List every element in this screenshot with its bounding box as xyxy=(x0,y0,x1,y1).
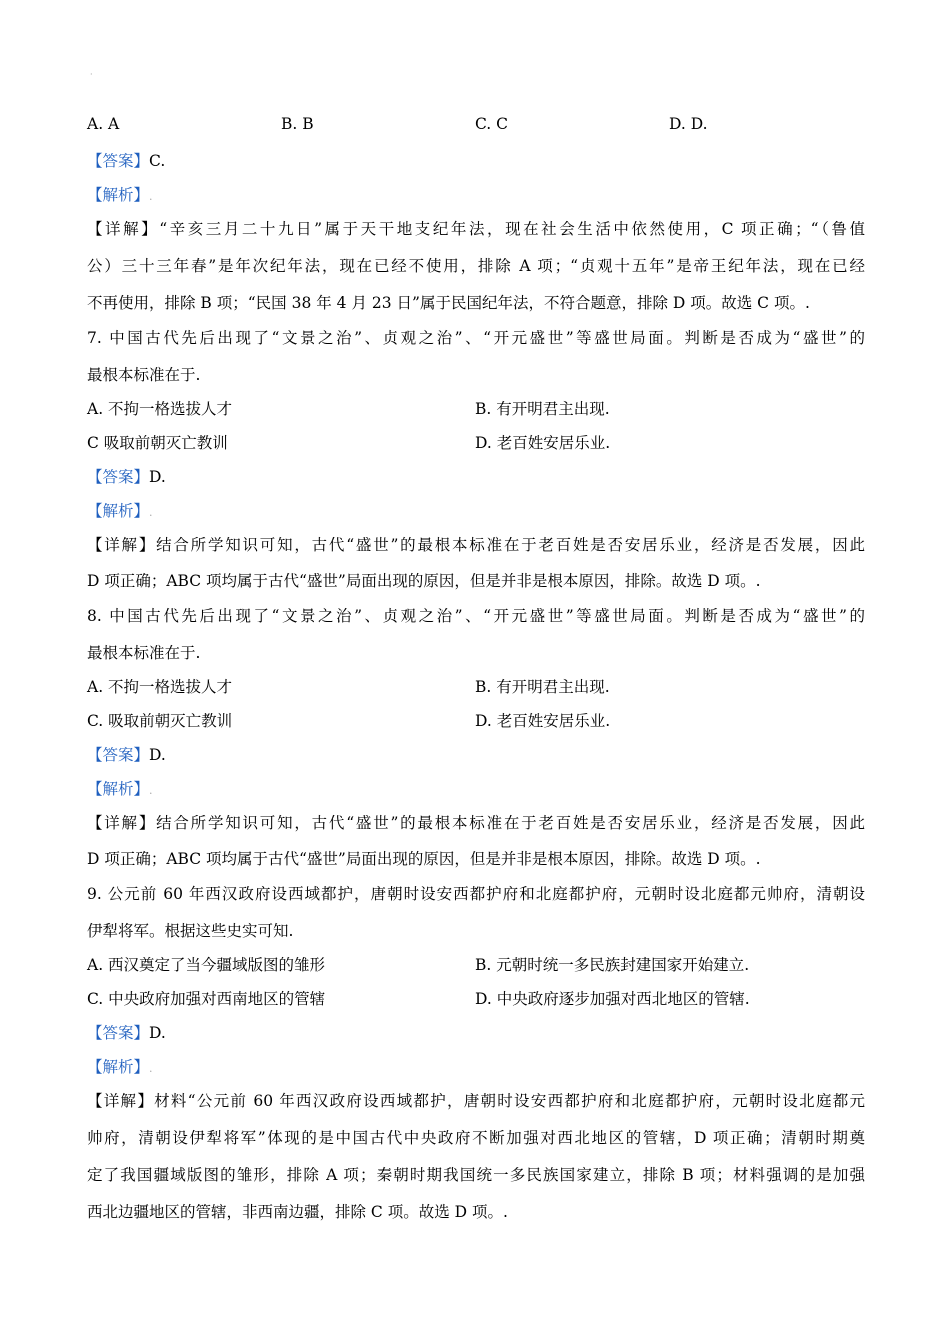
q8-stem-line-1: 8. 中国古代先后出现了“文景之治”、贞观之治”、“开元盛世”等盛世局面。判断是否成为“盛世”的 xyxy=(87,607,865,625)
q7-option-b: B. 有开明君主出现. xyxy=(475,400,610,418)
detail-tag: 【详解】 xyxy=(87,1092,155,1110)
q8-detail-line-1: 【详解】结合所学知识可知，古代“盛世”的最根本标准在于老百姓是否安居乐业，经济是否发展，因此 xyxy=(87,814,865,832)
answer-tag: 【答案】 xyxy=(87,468,150,486)
q9-option-b: B. 元朝时统一多民族封建国家开始建立. xyxy=(475,956,750,974)
q6-option-d: D. D. xyxy=(669,115,708,133)
q8-answer xyxy=(87,743,865,765)
q9-answer xyxy=(87,1021,865,1043)
detail-tag: 【详解】 xyxy=(87,220,160,238)
q7-option-d: D. 老百姓安居乐业. xyxy=(475,434,611,452)
q8-option-d: D. 老百姓安居乐业. xyxy=(475,712,611,730)
q6-detail-line-2: 公）三十三年春”是年次纪年法，现在已经不使用，排除 A 项；“贞观十五年”是帝王纪年法，现在已经 xyxy=(87,257,865,275)
q9-stem-line-1: 9. 公元前 60 年西汉政府设西域都护，唐朝时设安西都护府和北庭都护府，元朝时设北庭都元帅府，清朝设 xyxy=(87,885,865,903)
q8-options-row-2 xyxy=(87,709,865,731)
q9-option-c: C. 中央政府加强对西南地区的管辖 xyxy=(87,990,326,1008)
q8-option-c: C. 吸取前朝灭亡教训 xyxy=(87,712,233,730)
analysis-tag: 【解析】 xyxy=(87,502,150,520)
q7-answer xyxy=(87,465,865,487)
analysis-tag: 【解析】 xyxy=(87,186,150,204)
answer-value: D. xyxy=(149,468,166,486)
q8-analysis: 【解析】. xyxy=(87,780,153,798)
top-mark: · xyxy=(90,70,93,79)
q9-option-d: D. 中央政府逐步加强对西北地区的管辖. xyxy=(475,990,750,1008)
q6-options xyxy=(87,115,865,137)
q6-option-a: A. A xyxy=(87,115,120,133)
q9-detail-line-4: 西北边疆地区的管辖，非西南边疆，排除 C 项。故选 D 项。. xyxy=(87,1203,508,1221)
q8-detail-line-2: D 项正确；ABC 项均属于古代“盛世”局面出现的原因，但是并非是根本原因，排除。故选 D 项。. xyxy=(87,850,761,868)
answer-tag: 【答案】 xyxy=(87,1024,150,1042)
q8-options-row-1 xyxy=(87,675,865,697)
answer-value: D. xyxy=(149,1024,166,1042)
q6-option-b: B. B xyxy=(281,115,314,133)
q6-detail-line-1: 【详解】“辛亥三月二十九日”属于天干地支纪年法，现在社会生活中依然使用，C 项正确；“（鲁值 xyxy=(87,220,865,238)
q8-option-b: B. 有开明君主出现. xyxy=(475,678,610,696)
answer-value: D. xyxy=(149,746,166,764)
q7-stem-line-2: 最根本标准在于. xyxy=(87,366,201,384)
q9-stem-line-2: 伊犁将军。根据这些史实可知. xyxy=(87,922,294,940)
q7-option-c: C 吸取前朝灭亡教训 xyxy=(87,434,228,452)
q6-option-c: C. C xyxy=(475,115,509,133)
q8-stem-line-2: 最根本标准在于. xyxy=(87,644,201,662)
q7-detail-line-2: D 项正确；ABC 项均属于古代“盛世”局面出现的原因，但是并非是根本原因，排除。故选 D 项。. xyxy=(87,572,761,590)
q6-detail-line-3: 不再使用，排除 B 项；“民国 38 年 4 月 23 日”属于民国纪年法，不符合题意，排除 D 项。故选 C 项。. xyxy=(87,294,810,312)
q9-detail-line-1: 【详解】材料“公元前 60 年西汉政府设西域都护，唐朝时设安西都护府和北庭都护府，元朝时设北庭都元 xyxy=(87,1092,865,1110)
q8-option-a: A. 不拘一格选拔人才 xyxy=(87,678,233,696)
q9-options-row-1 xyxy=(87,953,865,975)
q9-analysis: 【解析】. xyxy=(87,1058,153,1076)
q7-stem-line-1: 7. 中国古代先后出现了“文景之治”、贞观之治”、“开元盛世”等盛世局面。判断是否成为“盛世”的 xyxy=(87,329,865,347)
q6-answer xyxy=(87,149,865,171)
answer-tag: 【答案】 xyxy=(87,152,150,170)
answer-tag: 【答案】 xyxy=(87,746,150,764)
q7-options-row-1 xyxy=(87,397,865,419)
answer-value: C. xyxy=(149,152,166,170)
detail-tag: 【详解】 xyxy=(87,814,157,832)
analysis-tag: 【解析】 xyxy=(87,1058,150,1076)
q7-detail-line-1: 【详解】结合所学知识可知，古代“盛世”的最根本标准在于老百姓是否安居乐业，经济是否发展，因此 xyxy=(87,536,865,554)
analysis-tag: 【解析】 xyxy=(87,780,150,798)
q9-detail-line-2: 帅府，清朝设伊犁将军”体现的是中国古代中央政府不断加强对西北地区的管辖，D 项正确；清朝时期奠 xyxy=(87,1129,865,1147)
q6-analysis: 【解析】. xyxy=(87,186,153,204)
q7-options-row-2 xyxy=(87,431,865,453)
detail-tag: 【详解】 xyxy=(87,536,157,554)
q9-option-a: A. 西汉奠定了当今疆域版图的雏形 xyxy=(87,956,326,974)
q9-options-row-2 xyxy=(87,987,865,1009)
q7-analysis: 【解析】. xyxy=(87,502,153,520)
q7-option-a: A. 不拘一格选拔人才 xyxy=(87,400,233,418)
q9-detail-line-3: 定了我国疆域版图的雏形，排除 A 项；秦朝时期我国统一多民族国家建立，排除 B 项；材料强调的是加强 xyxy=(87,1166,865,1184)
